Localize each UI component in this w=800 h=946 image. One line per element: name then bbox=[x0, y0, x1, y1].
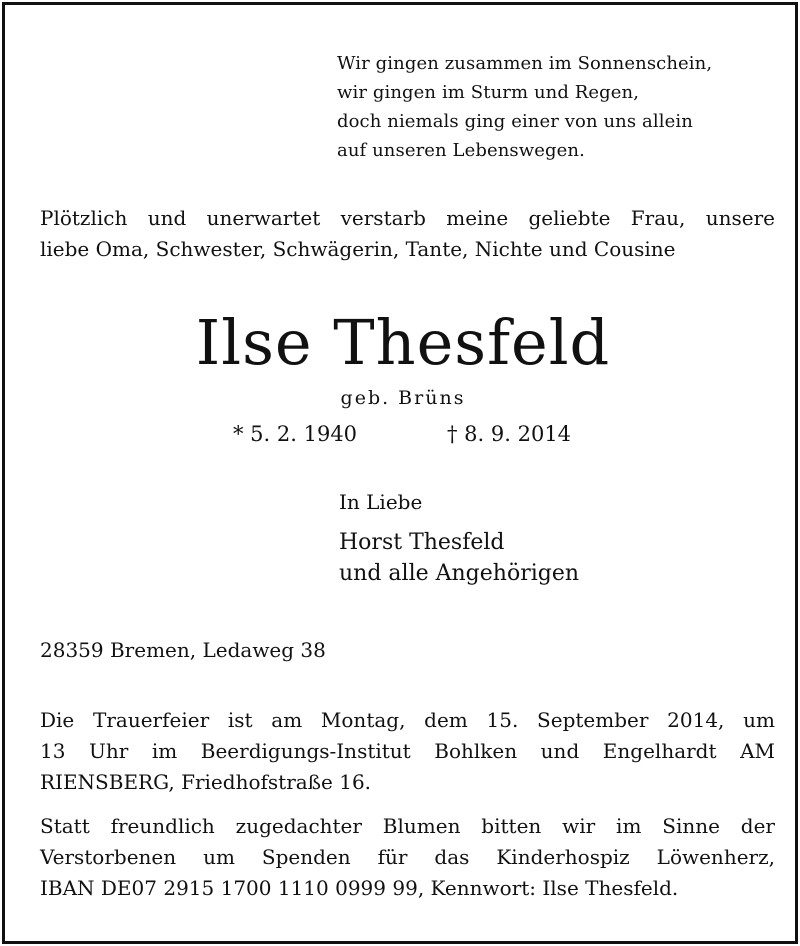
donation-line: Verstorbenen um Spenden für das Kinderhospiz Löwenherz, bbox=[40, 845, 775, 869]
announcement-line: Plötzlich und unerwartet verstarb meine geliebte Frau, unsere bbox=[40, 206, 775, 230]
funeral-line: 13 Uhr im Beerdigungs-Institut Bohlken und Engelhardt AM bbox=[40, 739, 775, 763]
signature-intro: In Liebe bbox=[339, 490, 423, 514]
death-announcement bbox=[40, 203, 775, 265]
birth-name: geb. Brüns bbox=[340, 387, 466, 409]
funeral-line: Die Trauerfeier ist am Montag, dem 15. September 2014, um bbox=[40, 708, 775, 732]
donation-line: IBAN DE07 2915 1700 1110 0999 99, Kennwort: Ilse Thesfeld. bbox=[40, 876, 679, 900]
family-address: 28359 Bremen, Ledaweg 38 bbox=[40, 638, 326, 662]
memorial-poem bbox=[337, 49, 712, 165]
poem-line: Wir gingen zusammen im Sonnenschein, bbox=[337, 53, 713, 74]
obituary-notice bbox=[2, 2, 798, 944]
funeral-details bbox=[40, 705, 775, 798]
funeral-line: RIENSBERG, Friedhofstraße 16. bbox=[40, 770, 372, 794]
donation-request bbox=[40, 811, 775, 904]
poem-line: auf unseren Lebenswegen. bbox=[337, 140, 585, 161]
poem-line: wir gingen im Sturm und Regen, bbox=[337, 82, 640, 103]
deceased-name: Ilse Thesfeld bbox=[195, 306, 611, 379]
death-date: † 8. 9. 2014 bbox=[447, 422, 572, 446]
birth-date: * 5. 2. 1940 bbox=[233, 422, 358, 446]
announcement-line: liebe Oma, Schwester, Schwägerin, Tante, Nichte und Cousine bbox=[40, 237, 676, 261]
mourners bbox=[339, 527, 579, 589]
donation-line: Statt freundlich zugedachter Blumen bitten wir im Sinne der bbox=[40, 814, 775, 838]
mourner-line: und alle Angehörigen bbox=[339, 561, 580, 586]
poem-line: doch niemals ging einer von uns allein bbox=[337, 111, 693, 132]
mourner-line: Horst Thesfeld bbox=[339, 530, 505, 555]
